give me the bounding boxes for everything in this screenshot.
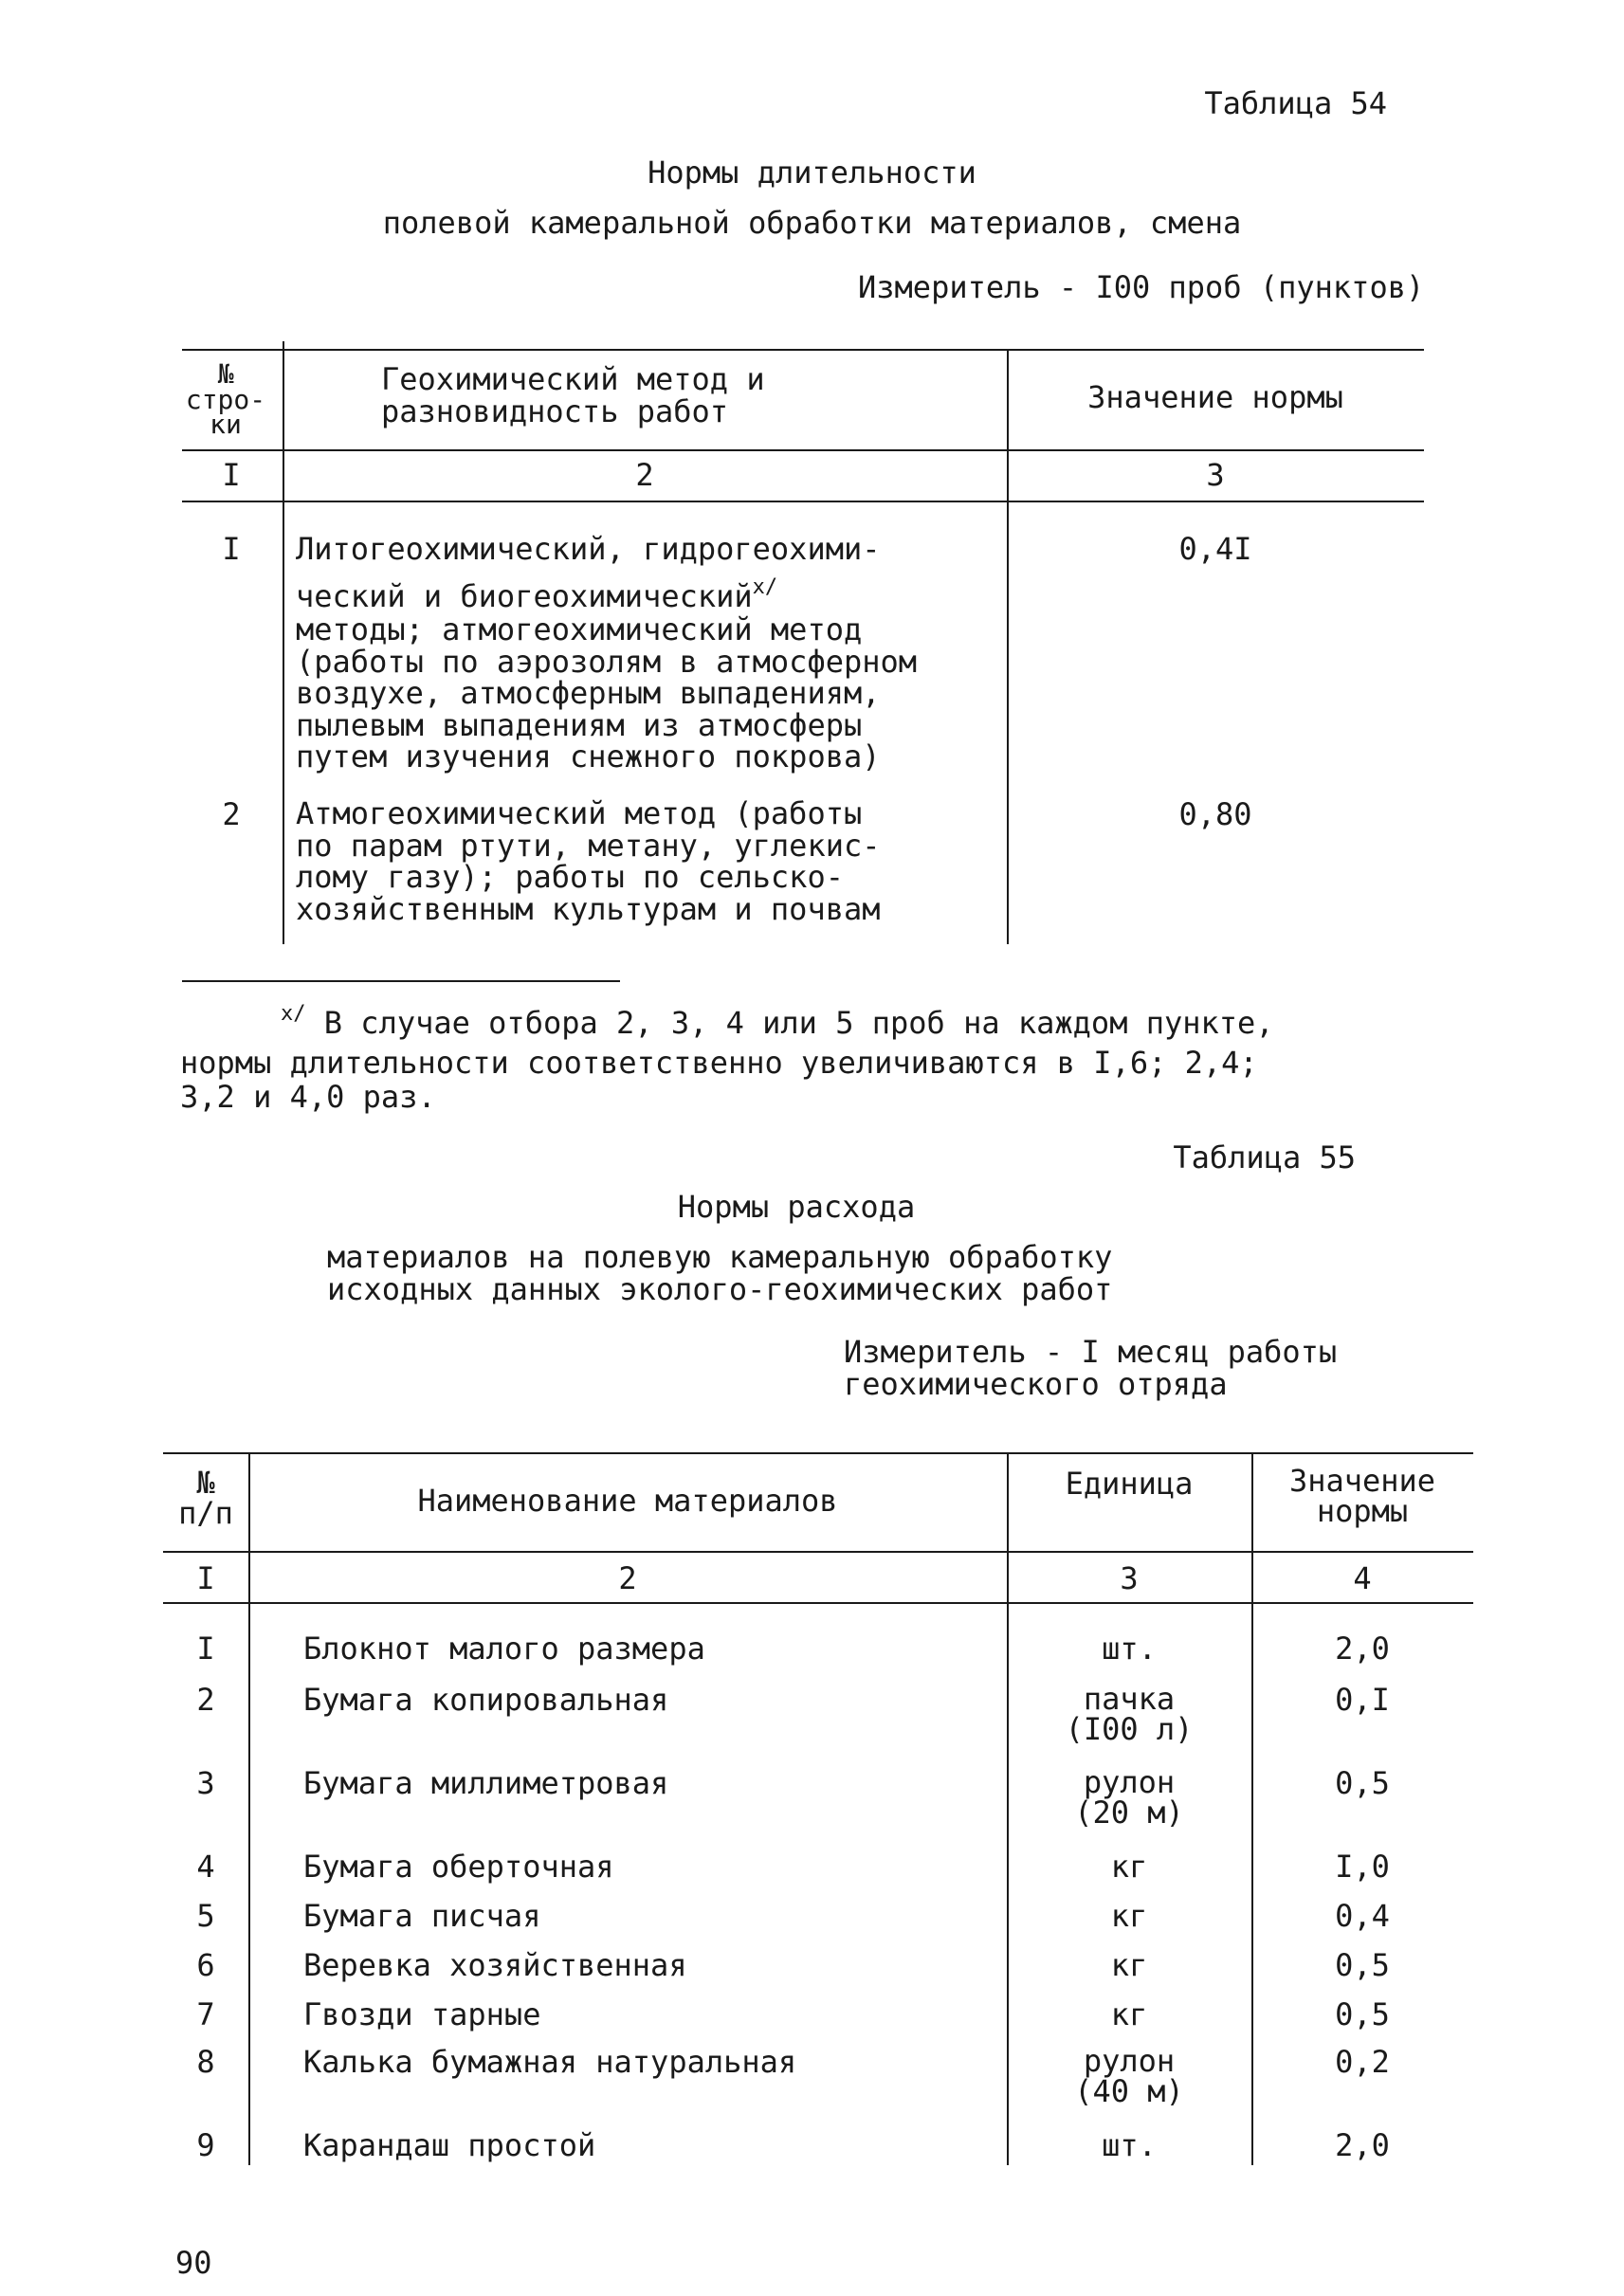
table-55-colnum-1: I — [196, 1560, 215, 1596]
table-55-top-rule — [163, 1452, 1473, 1454]
table-55-row-unit: шт. — [1102, 2127, 1157, 2163]
table-55-header-row-number: № п/п — [178, 1465, 233, 1531]
table-55-row-name: Бумага оберточная — [303, 1849, 614, 1885]
table-55-row-name: Бумага писчая — [303, 1898, 541, 1934]
table-55-row-number: 4 — [196, 1849, 215, 1885]
table-55-row-value: 0,I — [1335, 1682, 1390, 1718]
table-54-row-value: 0,80 — [1178, 796, 1252, 832]
table-55-title-line2: материалов на полевую камеральную обработку исходных данных эколого-геохимических работ — [327, 1239, 1113, 1307]
table-55-row-number: 8 — [196, 2044, 215, 2080]
page-number: 90 — [175, 2245, 212, 2281]
table-55-row-number: 9 — [196, 2127, 215, 2163]
footnote-line2: нормы длительности соответственно увеличиваются в I,6; 2,4; — [180, 1045, 1258, 1081]
footnote-line3: 3,2 и 4,0 раз. — [180, 1079, 436, 1115]
table-55-row-value: 2,0 — [1335, 2127, 1390, 2163]
footnote-line1: В случае отбора 2, 3, 4 или 5 проб на каждом пункте, — [305, 1005, 1274, 1041]
table-55-row-value: 0,5 — [1335, 1947, 1390, 1983]
table-55-number: Таблица 55 — [1173, 1139, 1356, 1175]
table-55-row-unit: рулон (20 м) — [1074, 1764, 1184, 1831]
table-55-col-divider-1 — [248, 1452, 250, 2165]
table-54-colnum-3: 3 — [1206, 457, 1225, 493]
table-54-header-row-number: № стро- ки — [185, 358, 266, 441]
table-54-col-divider-2 — [1007, 349, 1009, 944]
footnote-mark: x/ — [281, 1002, 306, 1026]
table-54-colnum-rule — [182, 501, 1424, 502]
table-55-row-number: 3 — [196, 1765, 215, 1801]
table-55-row-value: 2,0 — [1335, 1631, 1390, 1667]
table-54-number: Таблица 54 — [1204, 85, 1387, 121]
table-55-row-unit: шт. — [1102, 1631, 1157, 1667]
table-54-unit: Измеритель - I00 проб (пунктов) — [858, 269, 1425, 305]
table-54-row-number: 2 — [222, 796, 241, 832]
table-54-row-text: Атмогеохимический метод (работы по парам ртути, метану, углекис- лому газу); работы по сельско- хозяйственным культурам и почвам — [296, 795, 881, 927]
table-55-row-name: Веревка хозяйственная — [303, 1947, 687, 1983]
table-55-row-unit: кг — [1110, 1898, 1148, 1934]
table-54-row-text-line2: ческий и биогеохимический — [296, 578, 753, 614]
table-55-row-name: Бумага миллиметровая — [303, 1765, 669, 1801]
table-55-header-name: Наименование материалов — [417, 1483, 838, 1519]
table-55-title-line1: Нормы расхода — [677, 1189, 916, 1225]
table-54-header-method: Геохимический метод и разновидность работ — [381, 361, 765, 429]
footnote-separator — [182, 980, 620, 982]
table-54-top-rule — [182, 349, 1424, 351]
table-54-header-rule — [182, 449, 1424, 451]
table-54-row-number: I — [222, 531, 241, 567]
table-55-row-unit: пачка (I00 л) — [1065, 1681, 1194, 1747]
table-55-row-unit: кг — [1110, 1947, 1148, 1983]
table-55-colnum-4: 4 — [1353, 1560, 1372, 1596]
table-54-row-text-line1: Литогеохимический, гидрогеохими- — [296, 531, 881, 567]
table-55-row-name: Гвозди тарные — [303, 1996, 541, 2032]
table-54-title-line2: полевой камеральной обработки материалов, смена — [382, 205, 1242, 241]
table-55-row-number: 5 — [196, 1898, 215, 1934]
table-55-row-name: Блокнот малого размера — [303, 1631, 705, 1667]
table-55-row-name: Карандаш простой — [303, 2127, 596, 2163]
table-54-title-line1: Нормы длительности — [648, 155, 976, 191]
table-54-header-value: Значение нормы — [1087, 379, 1343, 415]
table-55-row-unit: кг — [1110, 1849, 1148, 1885]
table-54-colnum-2: 2 — [635, 457, 654, 493]
table-55-row-value: 0,2 — [1335, 2044, 1390, 2080]
table-55-row-value: 0,4 — [1335, 1898, 1390, 1934]
footnote-reference-mark: x/ — [752, 575, 778, 599]
table-55-row-unit: рулон (40 м) — [1074, 2043, 1184, 2109]
table-55-row-value: 0,5 — [1335, 1996, 1390, 2032]
table-55-colnum-rule — [163, 1602, 1473, 1604]
table-54-row-text-rest: методы; атмогеохимический метод (работы по аэрозолям в атмосферном воздухе, атмосферным выпадениям, пылевым выпадениям из атмосферы путем изучения снежного покрова) — [296, 611, 918, 775]
table-55-colnum-2: 2 — [618, 1560, 637, 1596]
table-55-header-value: Значение нормы — [1288, 1463, 1436, 1529]
table-55-row-number: I — [196, 1631, 215, 1667]
table-55-row-number: 6 — [196, 1947, 215, 1983]
table-54-row-value: 0,4I — [1178, 531, 1252, 567]
table-55-colnum-3: 3 — [1120, 1560, 1139, 1596]
table-55-row-number: 7 — [196, 1996, 215, 2032]
table-55-row-value: 0,5 — [1335, 1765, 1390, 1801]
table-55-header-unit: Единица — [1065, 1466, 1194, 1502]
table-55-row-number: 2 — [196, 1682, 215, 1718]
table-55-row-name: Калька бумажная натуральная — [303, 2044, 797, 2080]
table-55-unit: Измеритель - I месяц работы геохимического отряда — [844, 1334, 1338, 1402]
table-55-row-name: Бумага копировальная — [303, 1682, 669, 1718]
table-55-row-value: I,0 — [1335, 1849, 1390, 1885]
table-55-row-unit: кг — [1110, 1996, 1148, 2032]
table-54-colnum-1: I — [222, 457, 241, 493]
table-54-col-divider-1 — [283, 341, 284, 944]
table-55-header-rule — [163, 1551, 1473, 1553]
